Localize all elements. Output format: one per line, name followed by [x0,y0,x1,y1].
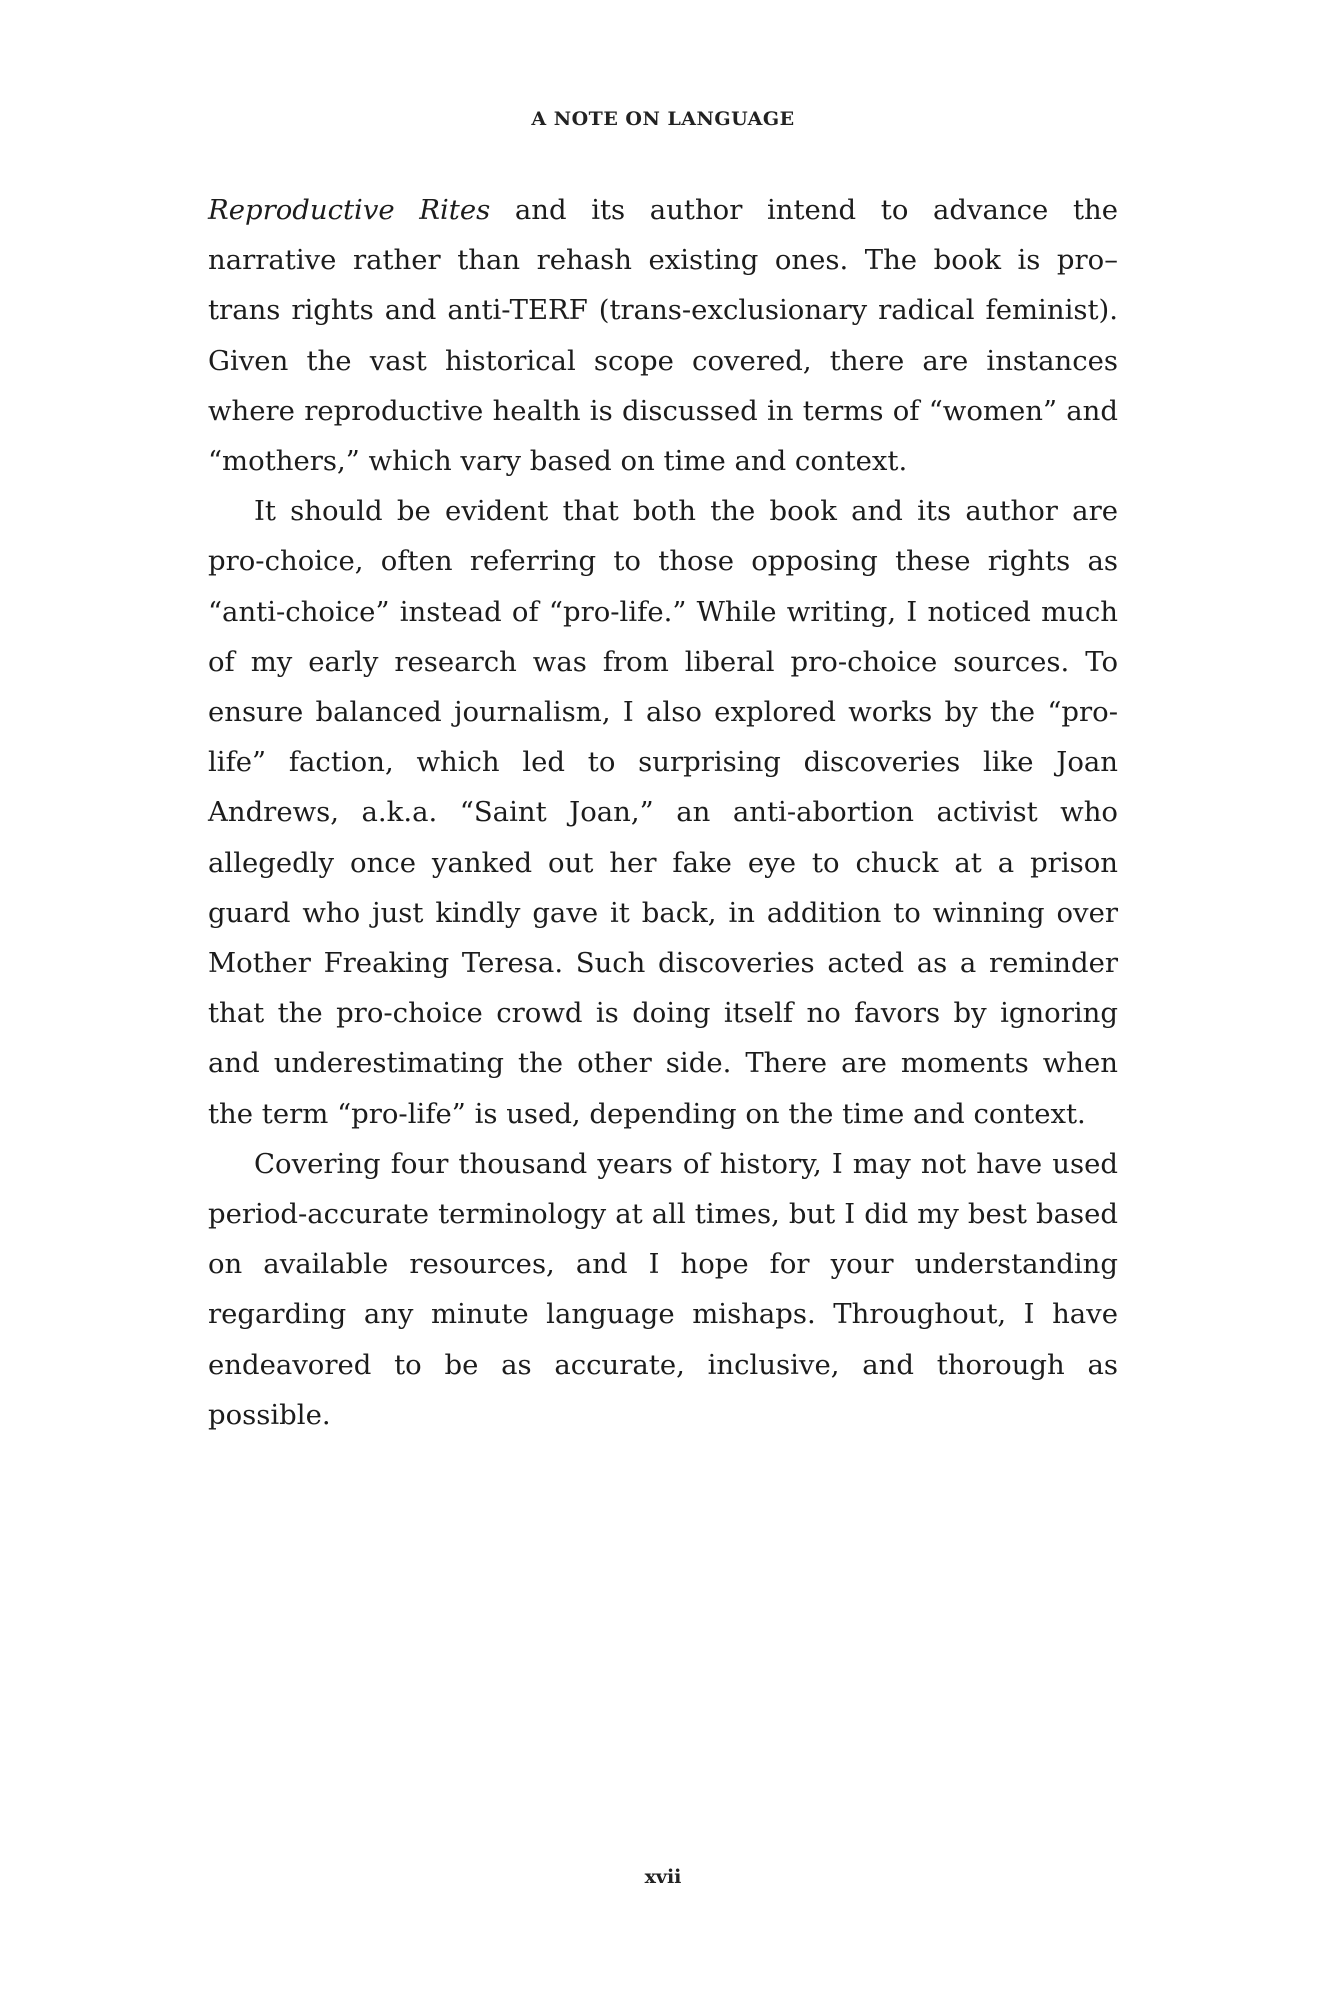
paragraph-1 [208,185,1118,486]
body-text [208,185,1118,1440]
book-title-italic: Reproductive Rites [208,194,491,226]
paragraph-1-text: and its author intend to advance the narrative rather than rehash existing ones. The book is pro–trans rights and anti-TERF (trans-exclusionary radical feminist). Given the vast historical scope covered, there are instances where reproductive health is discussed in terms of “women” and “mothers,” which vary based on time and context. [208,194,1118,478]
paragraph-3: Covering four thousand years of history, I may not have used period-accurate terminology at all times, but I did my best based on available resources, and I hope for your understanding regarding any minute language mishaps. Throughout, I have endeavored to be as accurate, inclusive, and thorough as possible. [208,1147,1118,1431]
page-number: xvii [644,1866,682,1888]
running-head: A NOTE ON LANGUAGE [531,108,795,130]
paragraph-2: It should be evident that both the book and its author are pro-choice, often referring to those opposing these rights as “anti-choice” instead of “pro-life.” While writing, I noticed much of my early research was from liberal pro-choice sources. To ensure balanced journalism, I also explored works by the “pro-life” faction, which led to surprising discoveries like Joan Andrews, a.k.a. “Saint Joan,” an anti-abortion activist who allegedly once yanked out her fake eye to chuck at a prison guard who just kindly gave it back, in addition to winning over Mother Freaking Teresa. Such discoveries acted as a reminder that the pro-choice crowd is doing itself no favors by ignoring and underestimating the other side. There are moments when the term “pro-life” is used, depending on the time and context. [208,495,1118,1130]
